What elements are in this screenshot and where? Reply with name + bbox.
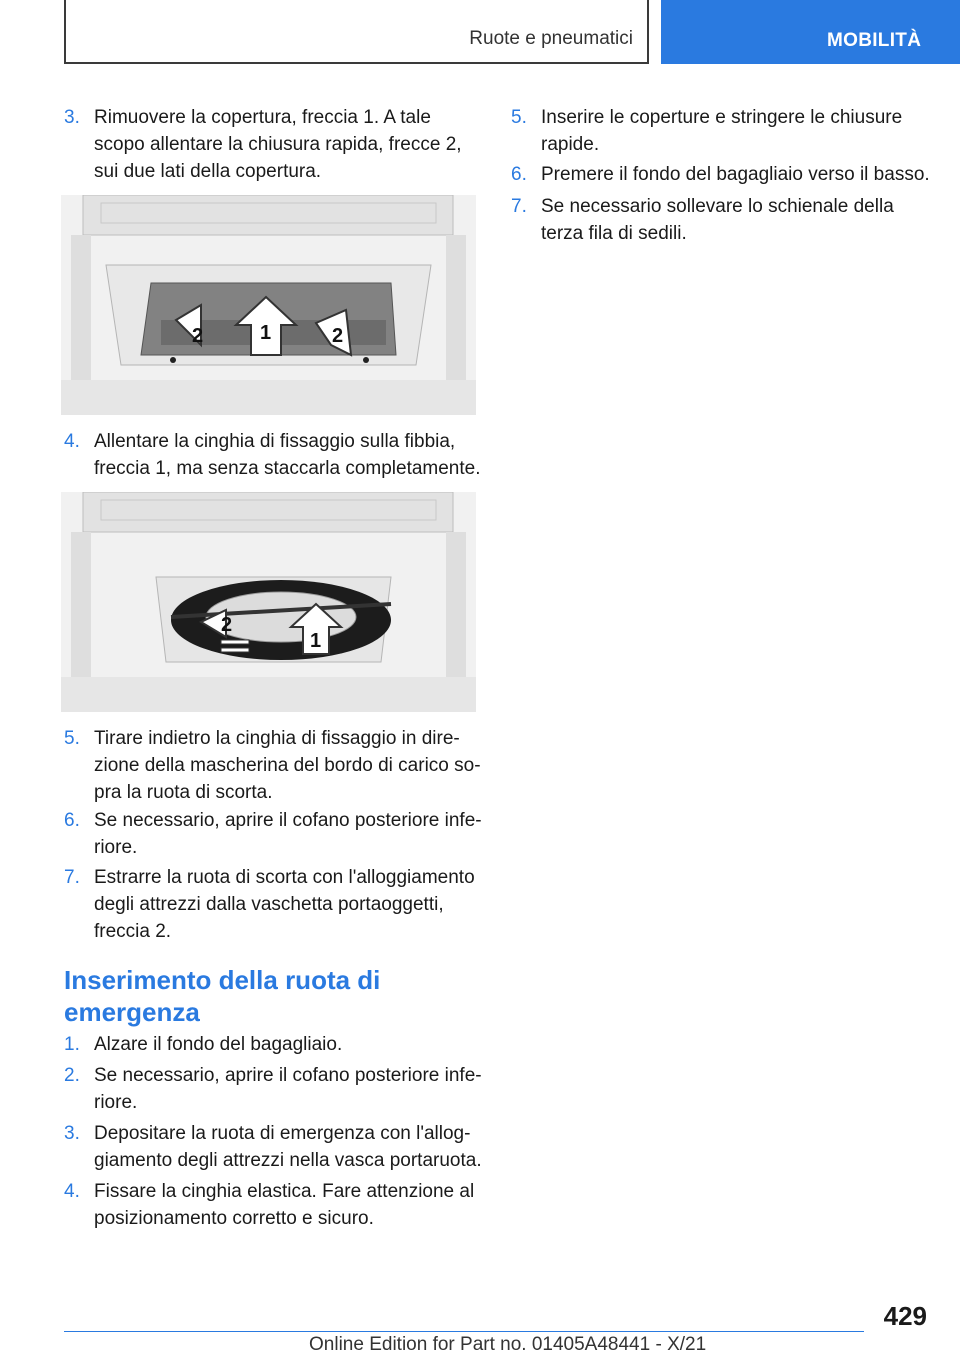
step-number: 4. — [64, 431, 80, 452]
step-text-line: Se necessario, aprire il cofano posteriore infe‐ — [94, 810, 482, 831]
step-text-line: Se necessario, aprire il cofano posteriore infe‐ — [94, 1065, 482, 1086]
step-text-line: pra la ruota di scorta. — [94, 782, 273, 803]
step-text-line: riore. — [94, 1092, 138, 1113]
arrow-label: 1 — [310, 630, 322, 652]
step-text-line: giamento degli attrezzi nella vasca portaruota. — [94, 1150, 482, 1171]
step-number: 7. — [64, 867, 80, 888]
step-number: 5. — [511, 107, 527, 128]
footer-edition: Online Edition for Part no. 01405A48441 - X/21 — [309, 1334, 707, 1355]
step-text-line: Premere il fondo del bagagliaio verso il basso. — [541, 164, 930, 185]
arrow-label: 2 — [332, 325, 344, 347]
header-section-box — [64, 0, 649, 64]
step-text-line: Inserire le coperture e stringere le chiusure — [541, 107, 903, 128]
step-text-line: Allentare la cinghia di fissaggio sulla fibbia, — [94, 431, 456, 452]
step-number: 6. — [511, 164, 527, 185]
step-text-line: Se necessario sollevare lo schienale della — [541, 196, 894, 217]
section-heading-line: Inserimento della ruota di — [64, 965, 381, 995]
cover-removal-illustration — [61, 195, 476, 415]
step-number: 1. — [64, 1034, 80, 1055]
step-text-line: riore. — [94, 837, 138, 858]
step-number: 3. — [64, 107, 80, 128]
chapter-tab[interactable] — [661, 0, 960, 64]
spare-wheel-strap-illustration — [61, 492, 476, 712]
step-text-line: freccia 2. — [94, 921, 172, 942]
step-text-line: zione della mascherina del bordo di carico so‐ — [94, 755, 481, 776]
step-text-line: Estrarre la ruota di scorta con l'alloggiamento — [94, 867, 475, 888]
step-text-line: scopo allentare la chiusura rapida, frecce 2, — [94, 134, 462, 155]
step-text-line: sui due lati della copertura. — [94, 161, 322, 182]
step-text-line: Rimuovere la copertura, freccia 1. A tale — [94, 107, 431, 128]
step-number: 6. — [64, 810, 80, 831]
footer-divider — [64, 1331, 864, 1332]
step-number: 3. — [64, 1123, 80, 1144]
step-text-line: terza fila di sedili. — [541, 223, 687, 244]
section-heading-line: emergenza — [64, 997, 200, 1027]
step-number: 2. — [64, 1065, 80, 1086]
page-number: 429 — [883, 1301, 927, 1331]
step-text-line: rapide. — [541, 134, 600, 155]
arrow-label: 2 — [192, 325, 204, 347]
section-heading — [64, 964, 380, 1028]
step-text-line: posizionamento corretto e sicuro. — [94, 1208, 374, 1229]
step-number: 7. — [511, 196, 527, 217]
section-title: Ruote e pneumatici — [469, 28, 633, 49]
step-number: 5. — [64, 728, 80, 749]
chapter-tab-label: MOBILITÀ — [827, 30, 922, 51]
step-text-line: Depositare la ruota di emergenza con l'allog‐ — [94, 1123, 471, 1144]
step-text-line: Fissare la cinghia elastica. Fare attenzione al — [94, 1181, 475, 1202]
step-text-line: degli attrezzi dalla vaschetta portaoggetti, — [94, 894, 444, 915]
step-number: 4. — [64, 1181, 80, 1202]
step-text-line: Alzare il fondo del bagagliaio. — [94, 1034, 343, 1055]
arrow-label: 1 — [260, 322, 272, 344]
step-text-line: freccia 1, ma senza staccarla completamente. — [94, 458, 481, 479]
step-text-line: Tirare indietro la cinghia di fissaggio in dire‐ — [94, 728, 460, 749]
arrow-label: 2 — [221, 614, 233, 636]
